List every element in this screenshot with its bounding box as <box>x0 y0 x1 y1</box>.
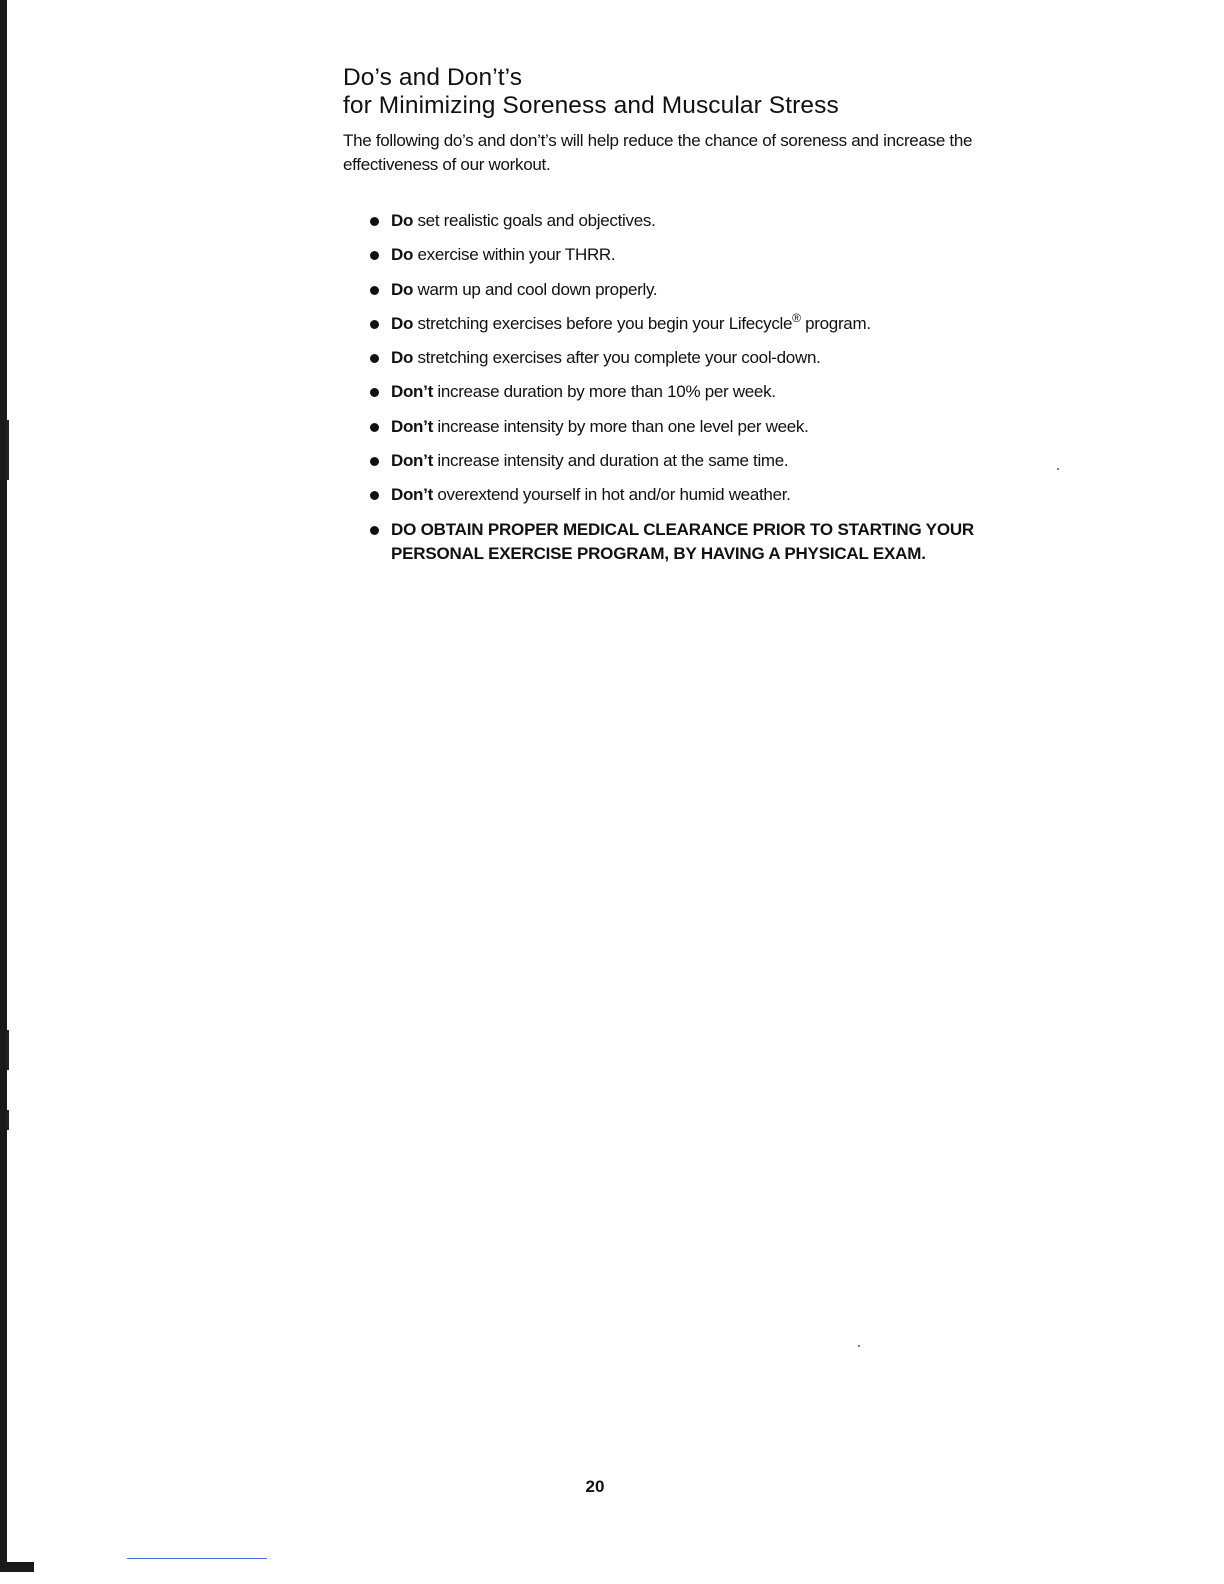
bullet-icon <box>370 526 379 535</box>
title-line-1: Do’s and Don’t’s <box>343 64 523 91</box>
intro-paragraph: The following do’s and don’t’s will help reduce the chance of soreness and increase the effectiveness of our workout. <box>343 131 973 174</box>
item-keyword: Don’t <box>391 382 433 402</box>
page-number: 20 <box>585 1477 605 1496</box>
page-title <box>343 64 1043 120</box>
item-keyword: Do <box>391 348 414 368</box>
list-item <box>370 449 1030 473</box>
scan-edge-mark <box>6 1030 9 1070</box>
list-item <box>370 483 1030 507</box>
list-item <box>370 243 1030 267</box>
list-item <box>370 278 1030 302</box>
registered-mark: ® <box>792 310 801 325</box>
page-content <box>343 64 1043 576</box>
bullet-icon <box>370 354 379 363</box>
list-item <box>370 380 1030 404</box>
medical-clearance-warning: DO OBTAIN PROPER MEDICAL CLEARANCE PRIOR TO STARTING YOUR PERSONAL EXERCISE PROGRAM, BY HAVING A PHYSICAL EXAM. <box>391 519 975 563</box>
item-keyword: Don’t <box>391 451 433 471</box>
item-text: increase duration by more than 10% per week. <box>432 382 776 402</box>
scan-edge-mark <box>6 420 9 480</box>
list-item <box>370 312 1030 336</box>
bullet-icon <box>370 251 379 260</box>
item-text: increase intensity and duration at the same time. <box>432 451 789 471</box>
scan-edge-mark <box>6 1110 9 1130</box>
scan-blue-rule <box>127 1558 267 1559</box>
bullet-icon <box>370 423 379 432</box>
item-text: increase intensity by more than one level per week. <box>432 416 809 436</box>
item-text: exercise within your THRR. <box>413 245 616 265</box>
item-keyword: Do <box>391 211 414 230</box>
item-text: stretching exercises before you begin your Lifecycle <box>413 313 793 333</box>
scan-corner-mark <box>0 1562 34 1572</box>
item-text: overextend yourself in hot and/or humid weather. <box>432 485 791 505</box>
scan-binding-edge <box>0 0 7 1566</box>
bullet-icon <box>370 217 379 226</box>
item-keyword: Do <box>391 313 414 333</box>
item-keyword: Do <box>391 279 414 299</box>
scan-speck <box>1057 468 1059 470</box>
item-keyword: Don’t <box>391 416 433 436</box>
list-item <box>370 346 1030 370</box>
scan-speck <box>858 1345 860 1347</box>
item-text: warm up and cool down properly. <box>413 279 658 299</box>
item-text: stretching exercises after you complete your cool-down. <box>413 348 821 368</box>
bullet-icon <box>370 388 379 397</box>
bullet-icon <box>370 491 379 500</box>
bullet-icon <box>370 320 379 329</box>
item-text: set realistic goals and objectives. <box>413 211 656 230</box>
item-keyword: Don’t <box>391 485 433 505</box>
list-item-warning <box>370 518 1030 566</box>
bullet-icon <box>370 457 379 466</box>
list-item <box>370 209 1030 233</box>
item-text-after: program. <box>800 313 871 333</box>
bullet-icon <box>370 286 379 295</box>
title-line-2: for Minimizing Soreness and Muscular Stress <box>343 92 839 119</box>
dos-donts-list <box>370 209 1030 566</box>
item-keyword: Do <box>391 245 414 265</box>
list-item <box>370 415 1030 439</box>
